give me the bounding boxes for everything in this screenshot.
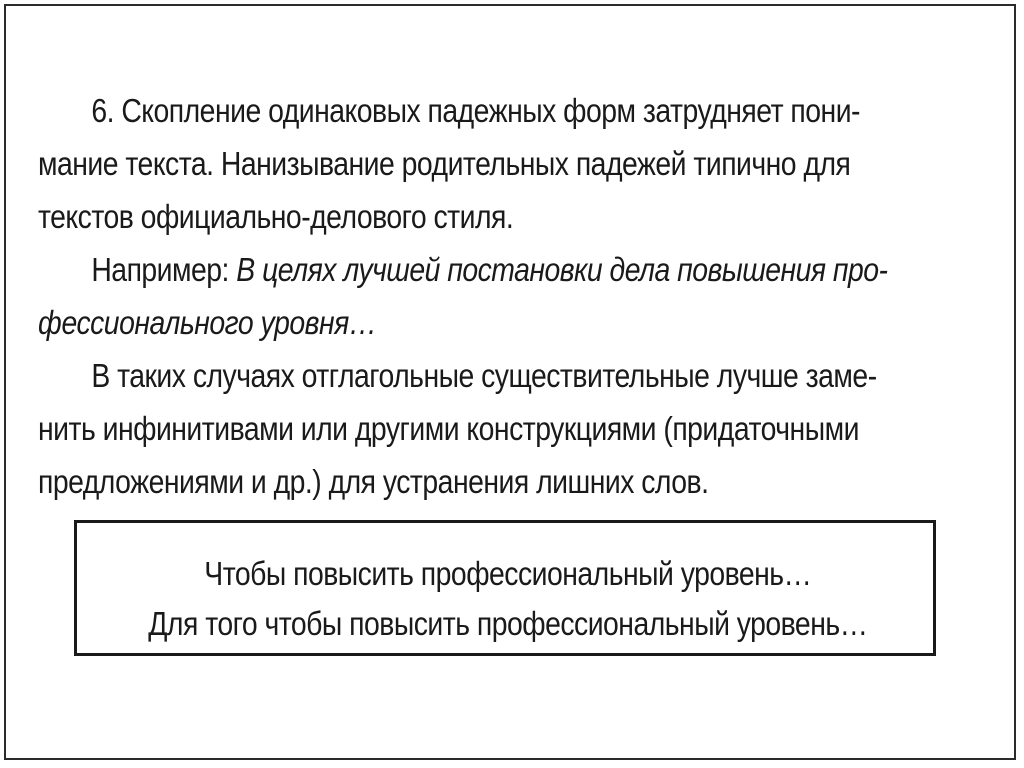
- example-italic-2: фессионального уровня…: [38, 304, 377, 341]
- paragraph-3-line-2: нить инфинитивами или другими конструкциями (придаточными: [38, 410, 859, 447]
- paragraph-3-line-1: В таких случаях отглагольные существительные лучше заме-: [91, 357, 877, 394]
- text-body: [38, 84, 978, 508]
- paragraph-2: [38, 243, 978, 349]
- example-box-line-1: Чтобы повысить профессиональный уровень…: [204, 555, 812, 592]
- paragraph-1: [38, 84, 978, 243]
- paragraph-1-line-3: текстов официально-делового стиля.: [38, 198, 514, 235]
- paragraph-3-line-3: предложениями и др.) для устранения лишних слов.: [38, 463, 709, 500]
- example-box-lines: [77, 549, 939, 649]
- example-italic-1: В целях лучшей постановки дела повышения про-: [236, 251, 888, 288]
- example-box: [74, 520, 936, 656]
- example-lead: Например:: [91, 251, 237, 288]
- paragraph-1-line-1: 6. Скопление одинаковых падежных форм затрудняет пони-: [91, 92, 860, 129]
- paragraph-3: [38, 349, 978, 508]
- paragraph-2-line-1: [38, 243, 978, 296]
- paragraph-1-line-2: мание текста. Нанизывание родительных падежей типично для: [38, 145, 851, 182]
- example-box-line-2: Для того чтобы повысить профессиональный уровень…: [148, 605, 868, 642]
